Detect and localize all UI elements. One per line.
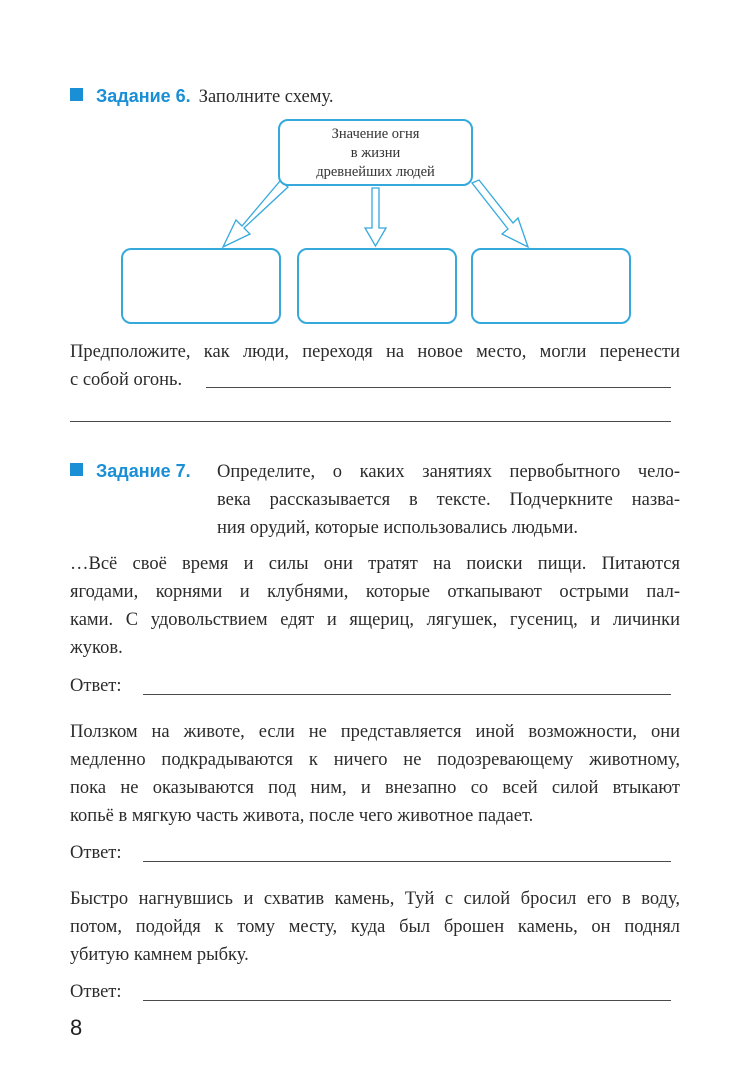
passage-2 bbox=[70, 718, 680, 830]
arrow-left-icon bbox=[223, 181, 288, 247]
passage-1-answer-line[interactable] bbox=[143, 694, 671, 695]
task6-question bbox=[70, 338, 680, 394]
task7-instruction bbox=[217, 458, 680, 542]
passage-3-line-3: убитую камнем рыбку. bbox=[70, 945, 249, 965]
task7-instruction-line-3: ния орудий, которые использовались людьми. bbox=[217, 518, 579, 538]
task6-answer-line-1[interactable] bbox=[206, 387, 671, 388]
page-number: 8 bbox=[70, 1015, 83, 1040]
center-box-line-3: древнейших людей bbox=[316, 164, 435, 180]
task6-question-line-2: с собой огонь. bbox=[70, 370, 183, 390]
task7-label: Задание 7. bbox=[96, 461, 191, 481]
task6-question-line-1: Предположите, как люди, переходя на новое место, могли перенести bbox=[70, 342, 680, 362]
passage-1 bbox=[70, 550, 680, 662]
task6-answer-line-2[interactable] bbox=[70, 421, 671, 422]
passage-1-answer-label: Ответ: bbox=[70, 676, 122, 696]
passage-3-answer-line[interactable] bbox=[143, 1000, 671, 1001]
passage-3-line-1: Быстро нагнувшись и схватив камень, Туй с силой бросил его в воду, bbox=[70, 889, 680, 909]
passage-1-line-4: жуков. bbox=[70, 638, 123, 658]
passage-2-line-2: медленно подкрадываются к ничего не подозревающему животному, bbox=[70, 750, 680, 770]
passage-2-answer-label: Ответ: bbox=[70, 843, 122, 863]
task6-label: Задание 6. bbox=[96, 86, 191, 106]
passage-1-line-1: …Всё своё время и силы они тратят на поиски пищи. Питаются bbox=[70, 554, 680, 574]
arrow-right-icon bbox=[472, 180, 528, 247]
passage-3-answer-label: Ответ: bbox=[70, 982, 122, 1002]
task7-heading bbox=[70, 461, 191, 482]
task6-instruction: Заполните схему. bbox=[198, 87, 334, 107]
passage-2-line-3: пока не оказываются под ним, и внезапно со всей силой втыкают bbox=[70, 778, 680, 798]
scheme-center-box bbox=[278, 119, 473, 186]
task7-instruction-line-2: века рассказывается в тексте. Подчеркните назва- bbox=[217, 490, 680, 510]
scheme-answer-box-2[interactable] bbox=[297, 248, 457, 324]
scheme-answer-box-3[interactable] bbox=[471, 248, 631, 324]
arrow-down-icon bbox=[365, 188, 386, 246]
center-box-line-1: Значение огня bbox=[331, 126, 420, 142]
task7-instruction-line-1: Определите, о каких занятиях первобытного чело- bbox=[217, 462, 680, 482]
passage-1-line-2: ягодами, корнями и клубнями, которые откапывают острыми пал- bbox=[70, 582, 680, 602]
passage-2-line-1: Ползком на животе, если не представляется иной возможности, они bbox=[70, 722, 680, 742]
passage-2-line-4: копьё в мягкую часть живота, после чего животное падает. bbox=[70, 806, 534, 826]
passage-3-line-2: потом, подойдя к тому месту, куда был брошен камень, он поднял bbox=[70, 917, 680, 937]
passage-3 bbox=[70, 885, 680, 969]
square-bullet-icon bbox=[70, 463, 83, 476]
passage-2-answer-line[interactable] bbox=[143, 861, 671, 862]
scheme-answer-box-1[interactable] bbox=[121, 248, 281, 324]
passage-1-line-3: ками. С удовольствием едят и ящериц, лягушек, гусениц, и личинки bbox=[70, 610, 680, 630]
center-box-line-2: в жизни bbox=[350, 145, 401, 161]
